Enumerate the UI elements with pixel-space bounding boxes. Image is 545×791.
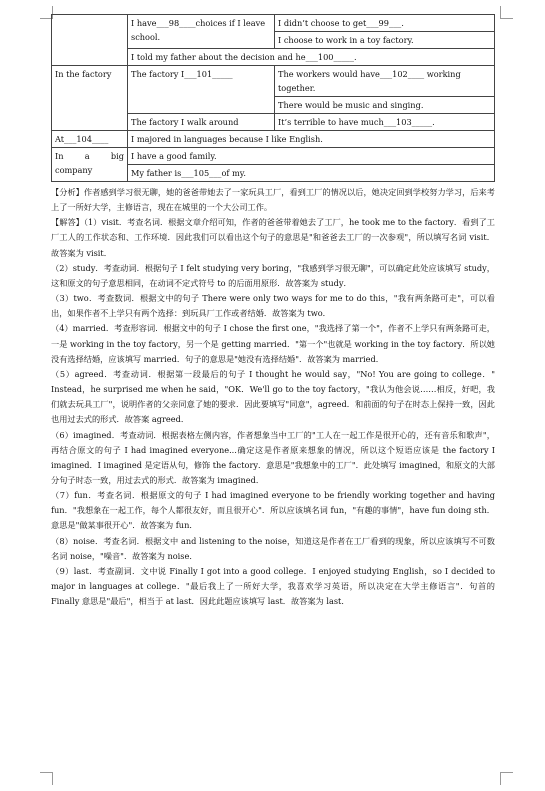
table-cell-right: There would be music and singing. [275,97,495,114]
answer-item: （1）visit．考查名词．根据文章介绍可知，作者的爸爸带着她去了工厂，he took me to the factory．看到了工厂工人的工作状态和、工作环境．因此我们可以看出这个句子的意思是"和爸爸去工厂的一次参观"，所以填写名词 visit．故答案为 visit． [51,217,495,258]
table-cell-right: I choose to work in a toy factory. [275,32,495,49]
analysis-tag: 【分析】 [51,187,84,197]
table-cell-left: In the factory [52,66,128,131]
corner-mark [40,772,53,785]
answer-paragraph: （2）study．考查动词．根据句子 I felt studying very boring，"我感到学习很无聊"，可以确定此处应该填写 study，这和原文的句子意思相同，在动词不定式符号 to 的后面用原形．故答案为 study． [51,262,495,288]
notes-table [51,14,495,182]
table-cell-mid: The factory I walk around [128,114,275,131]
corner-mark [500,6,513,19]
table-row [52,131,495,148]
table-cell-mid: My father is___105___of my. [128,165,495,182]
answer-paragraph: （5）agreed．考查动词．根据第一段最后的句子 I thought he would say，"No! You are going to college．" Instead，he surprised me when he said，"OK．We'll go to the toy factory，"我认为他会说……相反，好吧，我们就去玩具工厂"，说明作者的父亲同意了她的要求．因此要填写"同意"，agreed．和前面的句子在时态上保持一致，因此也用过去式的形式．故答案 agreed． [51,368,495,425]
corner-mark [500,772,513,785]
table-cell-mid: I have a good family. [128,148,495,165]
analysis-text: 作者感到学习很无聊，她的爸爸带她去了一家玩具工厂，看到工厂的情况以后，她决定回到学校努力学习，后来考上了一所好大学，主修语言，现在在城里的一个大公司工作。 [51,187,495,213]
table-cell-left [52,15,128,66]
table-cell-right: The workers would have___102____ working together. [275,66,495,97]
table-row [52,15,495,32]
table-row [52,148,495,165]
table-cell-right: It’s terrible to have much___103_____. [275,114,495,131]
table-cell-right: I didn’t choose to get___99___. [275,15,495,32]
answer-paragraph: （9）last．考查副词．文中说 Finally I got into a good college．I enjoyed studying English，so I decided to major in languages at college．"最后我上了一所好大学，我喜欢学习英语，所以决定在大学主修语言"．句首的 Finally 意思是"最后"，相当于 at last．因此此题应该填写 last．故答案为 last． [51,565,495,607]
answer-paragraph [51,215,495,260]
analysis-paragraph [51,185,495,215]
table-row [52,66,495,97]
answer-paragraph: （8）noise．考查名词．根据文中 and listening to the noise，知道这是作者在工厂看到的现象，所以应该填写不可数名词 noise，"噪音"．故答案为 noise． [51,535,495,561]
table-cell-mid: I told my father about the decision and he___100_____. [128,49,495,66]
answer-tag: 【解答】 [51,217,84,228]
answer-paragraph: （4）married．考查形容词．根据文中的句子 I chose the first one，"我选择了第一个"，作者不上学只有两条路可走，一是 working in the toy factory，另一个是 getting married．"第一个"也就是 working in the toy factory．所以她没有选择结婚，应该填写 married．句子的意思是"她没有选择结婚"．故答案为 married． [51,323,495,364]
table-cell-left: In a big company [52,148,128,182]
answer-paragraph: （6）imagined．考查动词．根据表格左侧内容，作者想象当中工厂的"工人在一起工作是很开心的，还有音乐和歌声"，再结合原文的句子 I had imagined everyone...确定这是作者原来想象的情况，所以这个短语应该是 the factory I imagined．I imagined 是定语从句，修饰 the factory．意思是"我想象中的工厂"．此处填写 imagined，和原文的大部分句子时态一致，用过去式的形式．故答案为 imagined． [51,429,495,485]
answer-paragraph: （7）fun．考查名词．根据原文的句子 I had imagined everyone to be friendly working together and having fun．"我想象在一起工作，每个人都很友好，而且很开心"．所以应该填名词 fun，"有趣的事情"，have fun doing sth．意思是"做某事很开心"．故答案为 fun． [51,490,495,531]
answer-analysis [51,185,495,609]
table-cell-left: At___104____ [52,131,128,148]
table-cell-mid: The factory I___101_____ [128,66,275,114]
table-cell-mid: I majored in languages because I like English. [128,131,495,148]
document-page [51,14,495,609]
table-cell-mid: I have___98____choices if I leave school. [128,15,275,49]
answer-paragraph: （3）two．考查数词．根据文中的句子 There were only two ways for me to do this，"我有两条路可走"，可以看出，如果作者不上学只有两个选择：到玩具厂工作或者结婚．故答案为 two． [51,293,495,319]
